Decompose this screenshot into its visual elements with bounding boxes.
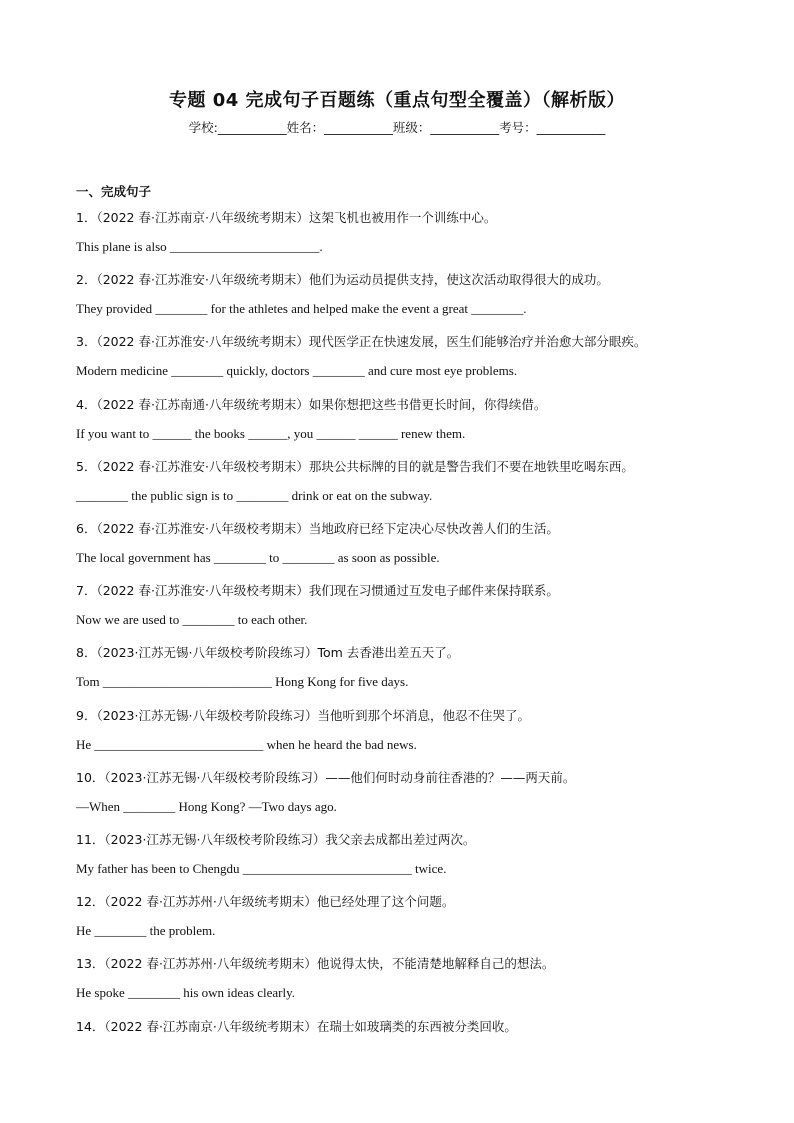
question-prompt: 14．（2022 春·江苏南京·八年级统考期末）在瑞士如玻璃类的东西被分类回收。 [76, 1018, 517, 1034]
answer-line: ________ the public sign is to ________ drink or eat on the subway. [76, 487, 433, 503]
question-prompt: 12．（2022 春·江苏苏州·八年级统考期末）他已经处理了这个问题。 [76, 894, 455, 910]
question-prompt: 8．（2023·江苏无锡·八年级校考阶段练习）Tom 去香港出差五天了。 [76, 645, 460, 661]
answer-line: The local government has ________ to ________ as soon as possible. [76, 550, 440, 565]
answer-line: He spoke ________ his own ideas clearly. [76, 985, 296, 1001]
question-prompt: 4．（2022 春·江苏南通·八年级统考期末）如果你想把这些书借更长时间，你得续借。 [76, 396, 547, 412]
question-prompt: 10．（2023·江苏无锡·八年级校考阶段练习）——他们何时动身前往香港的？——两天前。 [76, 769, 576, 785]
answer-line: This plane is also _______________________. [76, 239, 323, 254]
question-prompt: 5．（2022 春·江苏淮安·八年级校考期末）那块公共标牌的目的就是警告我们不要在地铁里吃喝东西。 [76, 458, 634, 474]
answer-line: They provided ________ for the athletes and helped make the event a great ________. [76, 301, 527, 317]
student-info-line: 学校:___________姓名：___________班级：___________考号：___________ [188, 120, 606, 135]
answer-line: Modern medicine ________ quickly, doctors ________ and cure most eye problems. [76, 363, 518, 379]
question-prompt: 6．（2022 春·江苏淮安·八年级校考期末）当地政府已经下定决心尽快改善人们的生活。 [76, 521, 559, 536]
answer-line: He __________________________ when he heard the bad news. [76, 736, 417, 752]
question-prompt: 2．（2022 春·江苏淮安·八年级统考期末）他们为运动员提供支持，使这次活动取得很大的成功。 [76, 272, 609, 288]
page-title: 专题 04 完成句子百题练（重点句型全覆盖）（解析版） [168, 90, 626, 111]
question-prompt: 3．（2022 春·江苏淮安·八年级统考期末）现代医学正在快速发展，医生们能够治疗并治愈大部分眼疾。 [76, 334, 647, 350]
question-prompt: 7．（2022 春·江苏淮安·八年级校考期末）我们现在习惯通过互发电子邮件来保持联系。 [76, 583, 559, 599]
answer-line: Tom __________________________ Hong Kong for five days. [76, 674, 409, 690]
section-heading: 一、完成句子 [76, 184, 152, 199]
answer-line: Now we are used to ________ to each other. [76, 612, 308, 628]
question-prompt: 9．（2023·江苏无锡·八年级校考阶段练习）当他听到那个坏消息，他忍不住哭了。 [76, 707, 530, 723]
answer-line: If you want to ______ the books ______, you ______ ______ renew them. [76, 425, 466, 441]
answer-line: My father has been to Chengdu __________________________ twice. [76, 861, 447, 876]
question-prompt: 13．（2022 春·江苏苏州·八年级统考期末）他说得太快，不能清楚地解释自己的想法。 [76, 956, 555, 972]
answer-line: —When ________ Hong Kong? —Two days ago. [76, 798, 337, 814]
answer-line: He ________ the problem. [76, 923, 216, 939]
question-prompt: 11．（2023·江苏无锡·八年级校考阶段练习）我父亲去成都出差过两次。 [76, 832, 476, 847]
question-prompt: 1．（2022 春·江苏南京·八年级统考期末）这架飞机也被用作一个训练中心。 [76, 210, 497, 225]
